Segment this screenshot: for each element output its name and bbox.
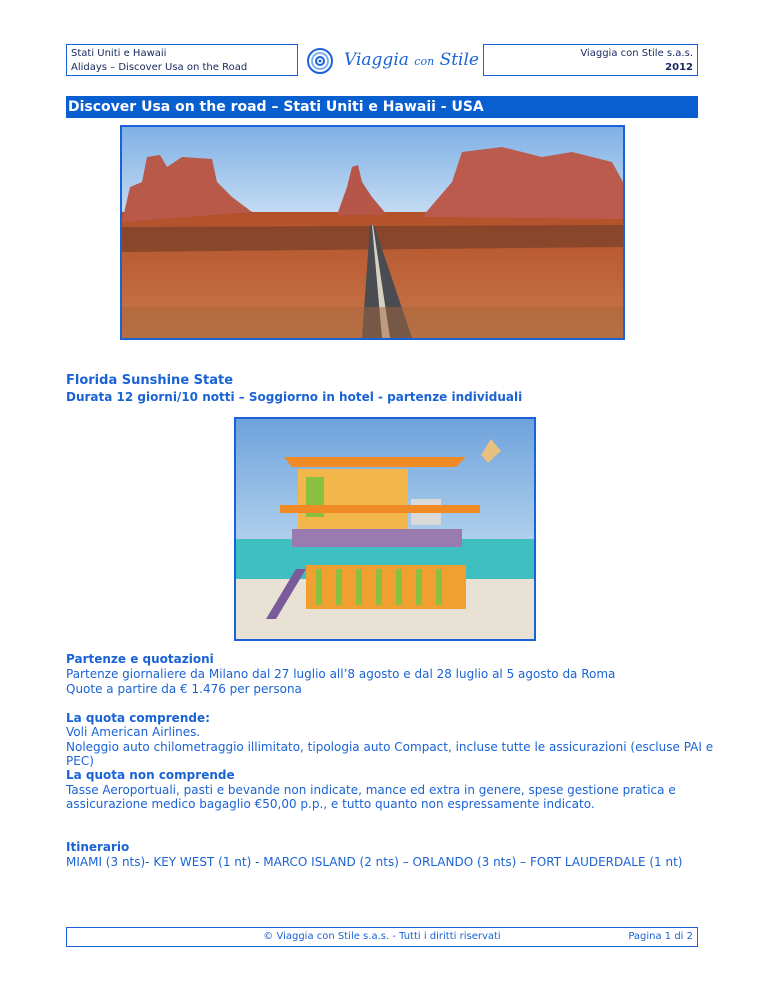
logo-word-con: con — [414, 55, 435, 68]
includes-heading: La quota comprende: — [66, 711, 210, 725]
header-left-box — [66, 44, 298, 76]
departures-line-2: Quote a partire da € 1.476 per persona — [66, 682, 302, 696]
section-heading: Florida Sunshine State — [66, 373, 234, 388]
excludes-heading: La quota non comprende — [66, 768, 235, 782]
header-right-box — [483, 44, 698, 76]
header-year: 2012 — [665, 62, 693, 73]
departures-line-1: Partenze giornaliere da Milano dal 27 luglio all’8 agosto e dal 28 luglio al 5 agosto da Roma — [66, 667, 616, 681]
company-logo — [306, 46, 479, 76]
header-tour-name: Alidays – Discover Usa on the Road — [71, 62, 248, 73]
lifeguard-tower-photo — [234, 417, 536, 641]
logo-wordmark — [344, 50, 479, 70]
logo-word-stile: Stile — [439, 50, 479, 70]
includes-line-1: Voli American Airlines. — [66, 725, 201, 739]
logo-word-viaggia: Viaggia — [344, 50, 409, 70]
footer-copyright: © Viaggia con Stile s.a.s. - Tutti i diritti riservati — [263, 931, 501, 942]
page-title: Discover Usa on the road – Stati Uniti e Hawaii - USA — [66, 96, 698, 118]
itinerary-line-1: MIAMI (3 nts)- KEY WEST (1 nt) - MARCO ISLAND (2 nts) – ORLANDO (3 nts) – FORT LAUDERDALE (1 nt) — [66, 855, 683, 869]
section-subheading: Durata 12 giorni/10 notti – Soggiorno in hotel - partenze individuali — [66, 390, 523, 404]
includes-line-2: Noleggio auto chilometraggio illimitato, tipologia auto Compact, incluse tutte le assicurazioni (escluse PAI e — [66, 740, 714, 754]
includes-line-3: PEC) — [66, 754, 94, 768]
departures-heading: Partenze e quotazioni — [66, 652, 214, 666]
header-destination: Stati Uniti e Hawaii — [71, 48, 167, 59]
header-company: Viaggia con Stile s.a.s. — [580, 48, 693, 59]
excludes-line-2: assicurazione medico bagaglio €50,00 p.p., e tutto quanto non espressamente indicato. — [66, 797, 595, 811]
page-header — [66, 44, 698, 78]
spiral-logo-icon — [306, 46, 340, 76]
footer-page-number: Pagina 1 di 2 — [628, 931, 693, 942]
page-footer — [66, 927, 698, 947]
itinerary-heading: Itinerario — [66, 840, 130, 854]
monument-valley-photo — [120, 125, 625, 340]
excludes-line-1: Tasse Aeroportuali, pasti e bevande non indicate, mance ed extra in genere, spese gestione pratica e — [66, 783, 676, 797]
